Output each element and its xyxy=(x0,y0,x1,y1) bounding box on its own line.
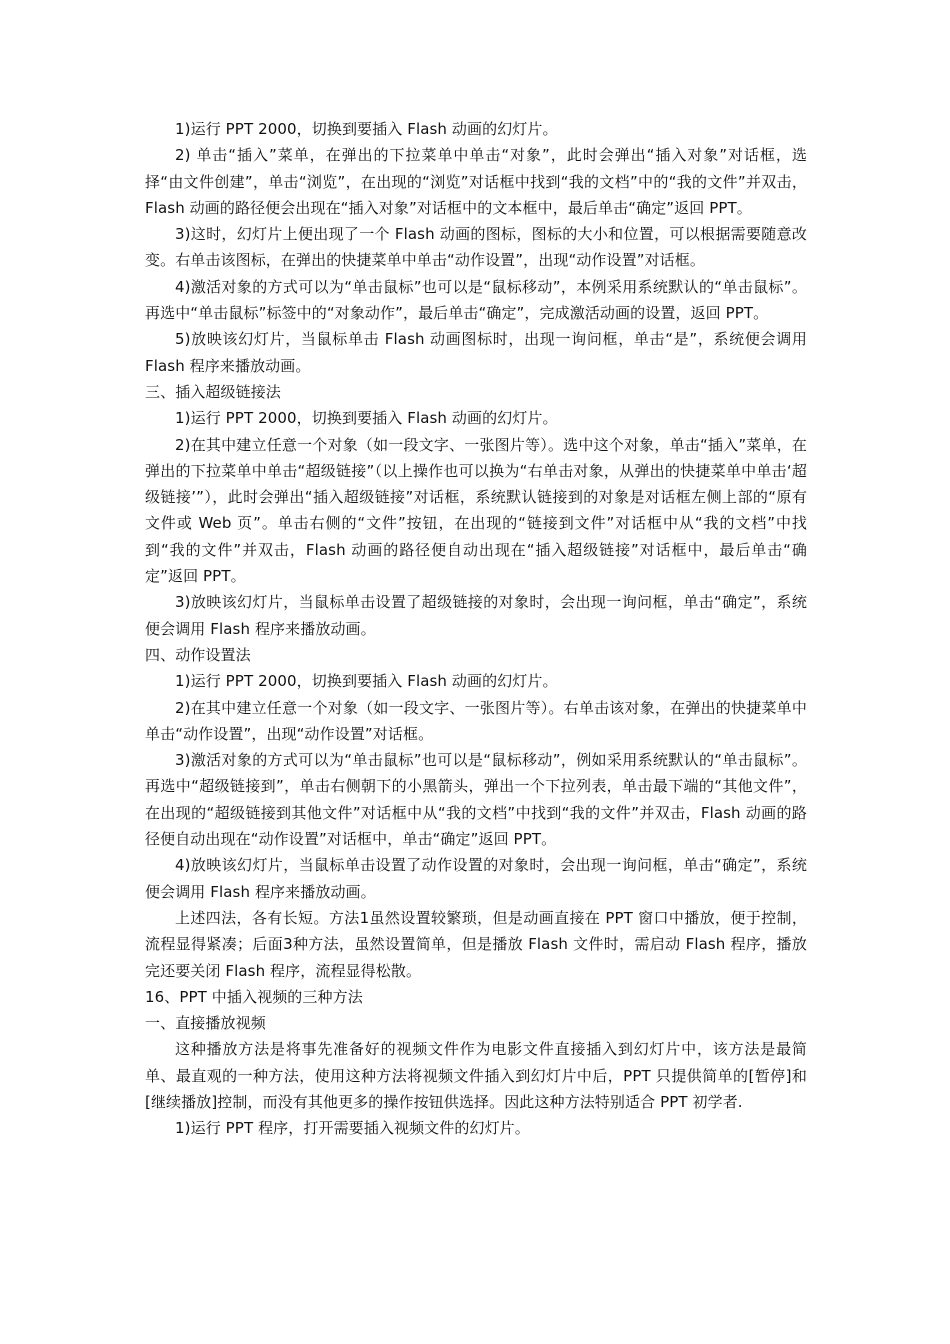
paragraph: 2) 单击“插入”菜单，在弹出的下拉菜单中单击“对象”，此时会弹出“插入对象”对话框，选择“由文件创建”，单击“浏览”，在出现的“浏览”对话框中找到“我的文档”中的“我的文件”并双击，Flash 动画的路径便会出现在“插入对象”对话框中的文本框中，最后单击“确定”返回 PPT。 xyxy=(145,146,807,217)
section-heading: 一、直接播放视频 xyxy=(145,1014,266,1033)
paragraph: 4)放映该幻灯片，当鼠标单击设置了动作设置的对象时，会出现一询问框，单击“确定”，系统便会调用 Flash 程序来播放动画。 xyxy=(145,856,807,901)
paragraph: 1)运行 PPT 2000，切换到要插入 Flash 动画的幻灯片。 xyxy=(175,409,558,428)
paragraph: 1)运行 PPT 2000，切换到要插入 Flash 动画的幻灯片。 xyxy=(175,672,558,691)
paragraph: 1)运行 PPT 2000，切换到要插入 Flash 动画的幻灯片。 xyxy=(175,120,558,138)
section-heading: 四、动作设置法 xyxy=(145,645,251,664)
paragraph: 上述四法，各有长短。方法1虽然设置较繁琐，但是动画直接在 PPT 窗口中播放，便于控制，流程显得紧凑；后面3种方法，虽然设置简单，但是播放 Flash 文件时，需启动 Flash 程序，播放完还要关闭 Flash 程序，流程显得松散。 xyxy=(145,908,807,980)
paragraph: 2)在其中建立任意一个对象（如一段文字、一张图片等）。右单击该对象，在弹出的快捷菜单中单击“动作设置”，出现“动作设置”对话框。 xyxy=(145,698,807,743)
document-body xyxy=(145,116,807,1142)
paragraph: 这种播放方法是将事先准备好的视频文件作为电影文件直接插入到幻灯片中，该方法是最简单、最直观的一种方法，使用这种方法将视频文件插入到幻灯片中后，PPT 只提供简单的[暂停]和[继续播放]控制，而没有其他更多的操作按钮供选择。因此这种方法特别适合 PPT 初学者. xyxy=(145,1040,807,1111)
paragraph: 3)放映该幻灯片，当鼠标单击设置了超级链接的对象时，会出现一询问框，单击“确定”，系统便会调用 Flash 程序来播放动画。 xyxy=(145,593,807,638)
section-heading: 三、插入超级链接法 xyxy=(145,382,281,401)
paragraph: 3)激活对象的方式可以为“单击鼠标”也可以是“鼠标移动”，例如采用系统默认的“单击鼠标”。再选中“超级链接到”，单击右侧朝下的小黑箭头，弹出一个下拉列表，单击最下端的“其他文件”，在出现的“超级链接到其他文件”对话框中从“我的文档”中找到“我的文件”并双击，Flash 动画的路径便自动出现在“动作设置”对话框中，单击“确定”返回 PPT。 xyxy=(145,751,807,849)
paragraph: 2)在其中建立任意一个对象（如一段文字、一张图片等）。选中这个对象，单击“插入”菜单，在弹出的下拉菜单中单击“超级链接”（以上操作也可以换为“右单击对象，从弹出的快捷菜单中单击‘超级链接’”），此时会弹出“插入超级链接”对话框，系统默认链接到的对象是对话框左侧上部的“原有文件或 Web 页”。单击右侧的“文件”按钮，在出现的“链接到文件”对话框中从“我的文档”中找到“我的文件”并双击，Flash 动画的路径便自动出现在“插入超级链接”对话框中，最后单击“确定”返回 PPT。 xyxy=(145,435,807,586)
paragraph: 5)放映该幻灯片，当鼠标单击 Flash 动画图标时，出现一询问框，单击“是”，系统便会调用 Flash 程序来播放动画。 xyxy=(145,330,807,375)
paragraph: 1)运行 PPT 程序，打开需要插入视频文件的幻灯片。 xyxy=(175,1119,530,1138)
paragraph: 3)这时，幻灯片上便出现了一个 Flash 动画的图标，图标的大小和位置，可以根据需要随意改变。右单击该图标，在弹出的快捷菜单中单击“动作设置”，出现“动作设置”对话框。 xyxy=(145,225,807,270)
paragraph: 4)激活对象的方式可以为“单击鼠标”也可以是“鼠标移动”，本例采用系统默认的“单击鼠标”。再选中“单击鼠标”标签中的“对象动作”，最后单击“确定”，完成激活动画的设置，返回 PPT。 xyxy=(145,277,807,323)
chapter-heading: 16、PPT 中插入视频的三种方法 xyxy=(145,987,363,1006)
